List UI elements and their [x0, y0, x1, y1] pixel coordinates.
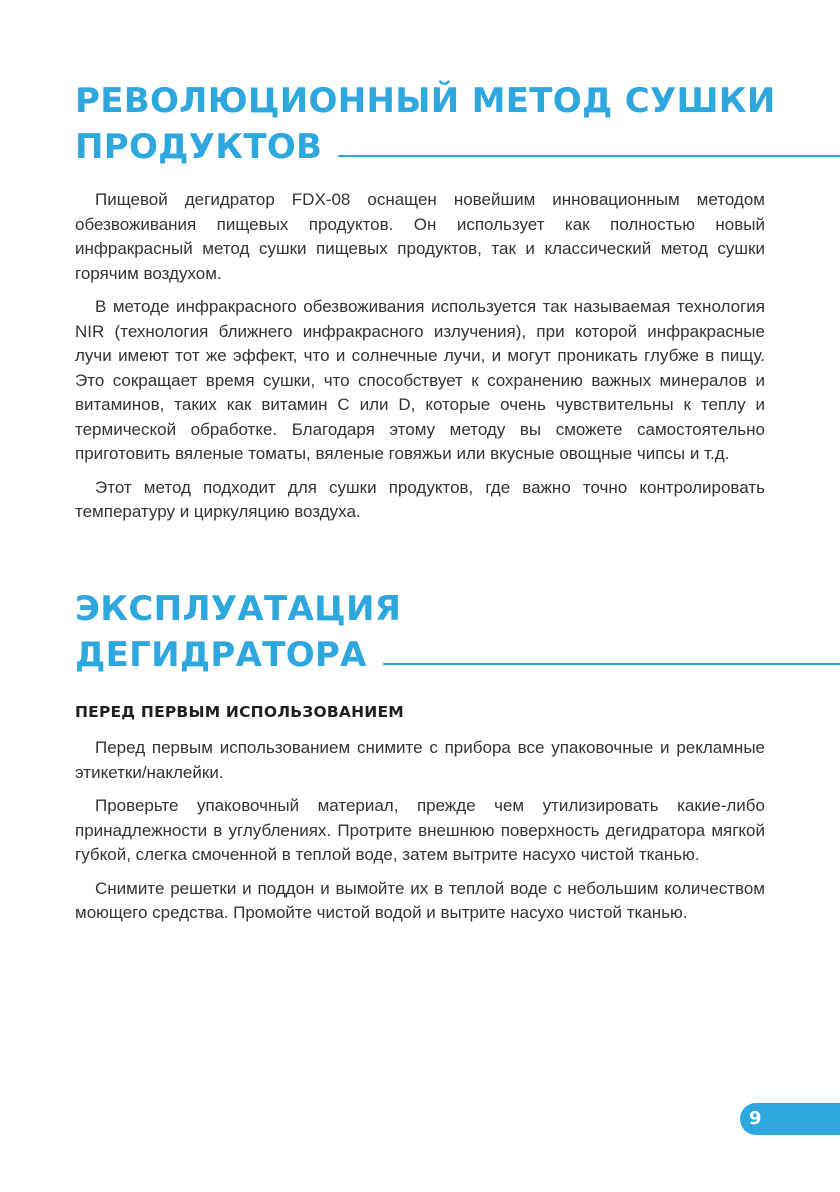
section-title-line-2: ДЕГИДРАТОРА — [75, 635, 367, 675]
page-number-tab — [740, 1103, 840, 1135]
section-title-line-2-wrap — [75, 632, 840, 678]
section-title-line-2: ПРОДУКТОВ — [75, 127, 323, 167]
section-title-line-1: ЭКСПЛУАТАЦИЯ — [75, 589, 402, 629]
page-number: 9 — [749, 1108, 762, 1129]
paragraph: Перед первым использованием снимите с прибора все упаковочные и рекламные этикетки/наклейки. — [75, 738, 765, 782]
paragraph: В методе инфракрасного обезвоживания используется так называемая технология NIR (технология ближнего инфракрасного излучения), при которой инфракрасные лучи имеют тот же эффект, что и солнечные лучи, и могут проникать глубже в пищу. Это сокращает время сушки, что способствует к сохранению важных минералов и витаминов, таких как витамин C или D, которые очень чувствительны к теплу и термической обработке. Благодаря этому методу вы сможете самостоятельно приготовить вяленые томаты, вяленые говяжьи или вкусные овощные чипсы и т.д. — [75, 297, 765, 463]
subheading-before-first-use: ПЕРЕД ПЕРВЫМ ИСПОЛЬЗОВАНИЕМ — [75, 703, 404, 721]
paragraph: Проверьте упаковочный материал, прежде чем утилизировать какие-либо принадлежности в углублениях. Протрите внешнюю поверхность дегидратора мягкой губкой, слегка смоченной в теплой воде, затем вытрите насухо чистой тканью. — [75, 796, 765, 864]
section-title-operation — [75, 586, 840, 678]
section-body-operation — [75, 736, 765, 935]
paragraph: Этот метод подходит для сушки продуктов, где важно точно контролировать температуру и циркуляцию воздуха. — [75, 477, 765, 521]
title-underline-rule — [383, 663, 840, 665]
section-title-drying-method — [75, 78, 840, 170]
section-title-line-1: РЕВОЛЮЦИОННЫЙ МЕТОД СУШКИ — [75, 81, 776, 121]
paragraph: Пищевой дегидратор FDX-08 оснащен новейшим инновационным методом обезвоживания пищевых продуктов. Он использует как полностью новый инфракрасный метод сушки пищевых продуктов, так и классический метод сушки горячим воздухом. — [75, 190, 765, 283]
title-underline-rule — [338, 155, 840, 157]
paragraph: Снимите решетки и поддон и вымойте их в теплой воде с небольшим количеством моющего средства. Промойте чистой водой и вытрите насухо чистой тканью. — [75, 878, 765, 922]
section-title-line-2-wrap — [75, 124, 840, 170]
section-body-drying-method — [75, 188, 765, 534]
